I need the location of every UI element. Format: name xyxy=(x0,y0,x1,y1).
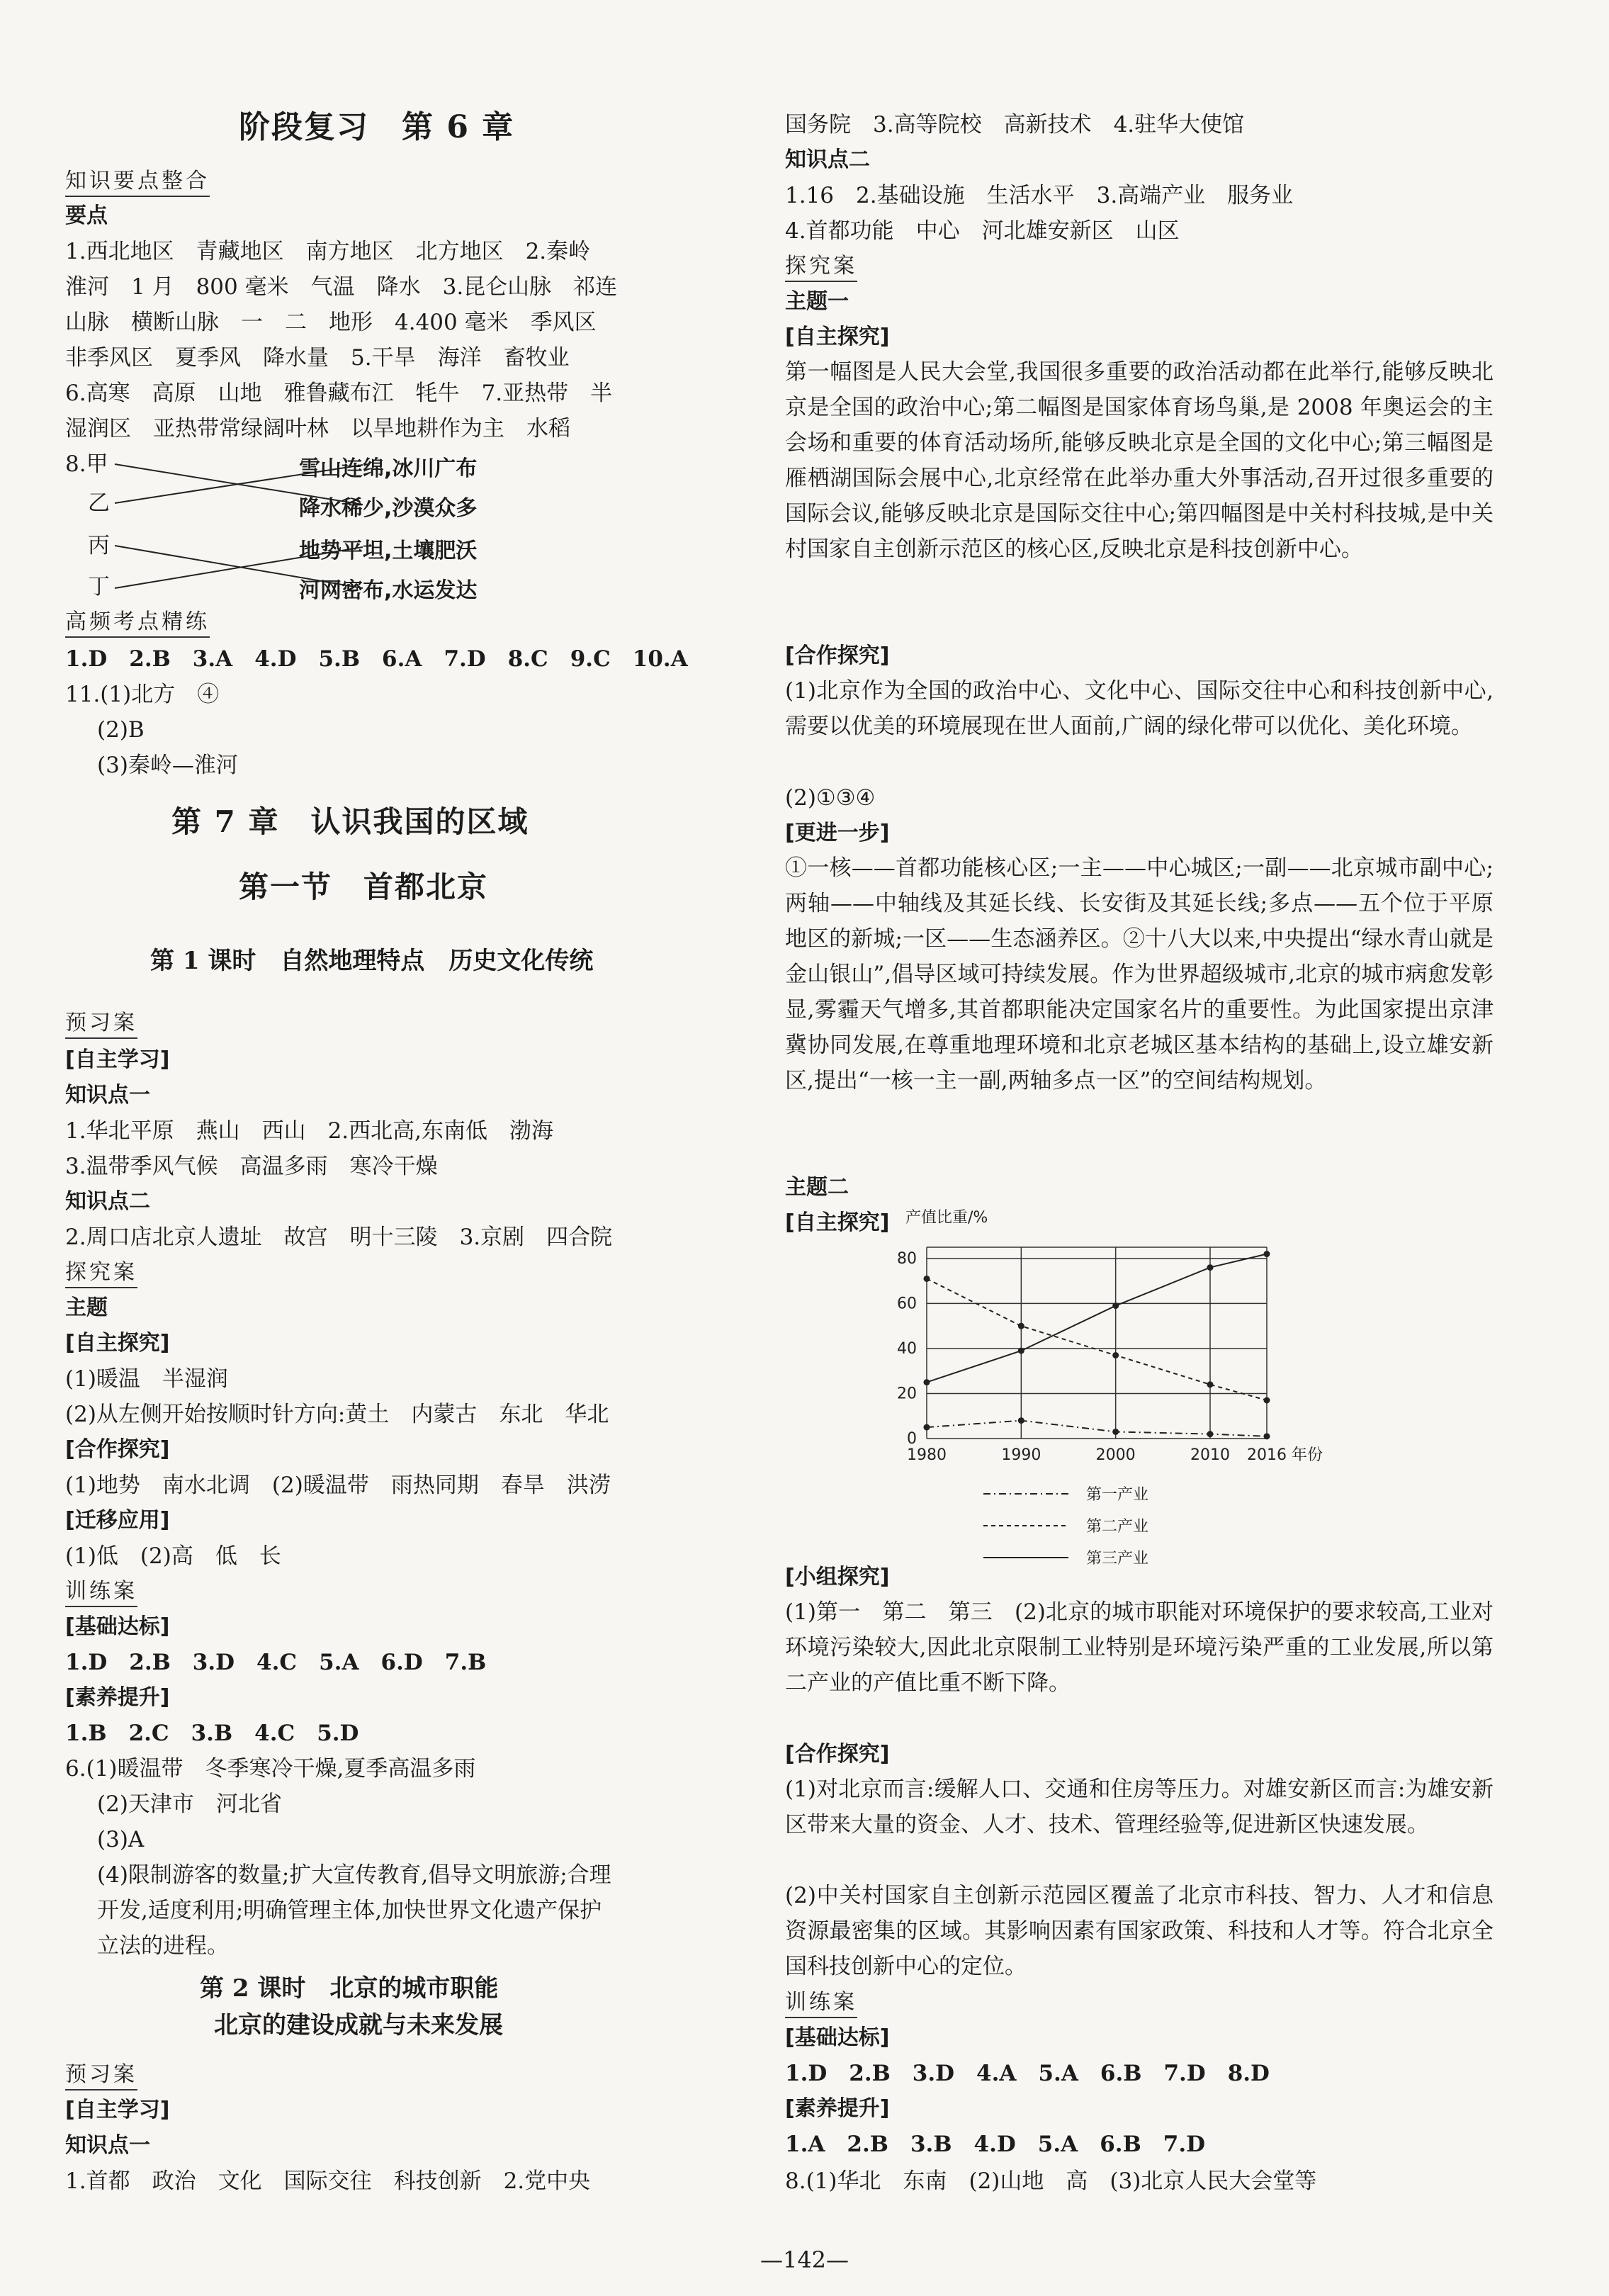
x-tick-label: 2016 年份 xyxy=(1247,1446,1323,1464)
bracket-heading: [自主学习] xyxy=(65,2098,170,2122)
text-line: 2.周口店北京人遗址 故宫 明十三陵 3.京剧 四合院 xyxy=(65,1225,613,1250)
data-point xyxy=(924,1424,930,1431)
data-point xyxy=(1207,1431,1214,1437)
bracket-heading: [素养提升] xyxy=(65,1685,170,1710)
text-line: (2)①③④ xyxy=(785,785,876,811)
text-line: 山脉 横断山脉 一 二 地形 4.400 毫米 季风区 xyxy=(65,310,597,335)
text-line: 6.高寒 高原 山地 雅鲁藏布江 牦牛 7.亚热带 半 xyxy=(65,381,613,406)
section-title: 第一节 首都北京 xyxy=(239,870,489,904)
y-tick-label: 40 xyxy=(897,1339,917,1358)
heading-yaodian: 要点 xyxy=(65,203,108,228)
section-bar-training: 训练案 xyxy=(785,1988,857,2017)
text-line: 6.(1)暖温带 冬季寒冷干燥,夏季高温多雨 xyxy=(65,1756,476,1782)
answer-line: (2)B xyxy=(97,717,145,743)
text-line: 1.西北地区 青藏地区 南方地区 北方地区 2.秦岭 xyxy=(65,239,591,264)
bracket-heading: [合作探究] xyxy=(785,643,890,668)
text-line: 湿润区 亚热带常绿阔叶林 以旱地耕作为主 水稻 xyxy=(65,416,570,441)
paragraph: (2)中关村国家自主创新示范园区覆盖了北京市科技、智力、人才和信息资源最密集的区域。其影响因素有国家政策、科技和人才等。符合北京全国科技创新中心的定位。 xyxy=(785,1883,1494,1979)
section-bar-preview: 预习案 xyxy=(65,2061,137,2089)
bracket-heading: [合作探究] xyxy=(785,1742,890,1767)
text-line: (1)暖温 半湿润 xyxy=(65,1366,228,1392)
data-point xyxy=(1112,1429,1119,1435)
data-point xyxy=(1018,1417,1024,1424)
match-right-item: 雪山连绵,冰川广布 xyxy=(299,456,478,481)
legend-label: 第三产业 xyxy=(1086,1550,1149,1568)
bracket-heading: [自主学习] xyxy=(65,1047,170,1072)
answer-line: 1.B 2.C 3.B 4.C 5.D xyxy=(65,1721,359,1746)
paragraph: (1)第一 第二 第三 (2)北京的城市职能对环境保护的要求较高,工业对环境污染较大,因此北京限制工业特别是环境污染严重的工业发展,所以第二产业的产值比重不断下降。 xyxy=(785,1599,1494,1696)
industry-line-chart xyxy=(870,1209,1451,1568)
data-point xyxy=(924,1276,930,1282)
series-line xyxy=(927,1278,1267,1400)
match-right-item: 降水稀少,沙漠众多 xyxy=(299,496,478,521)
bracket-heading: [素养提升] xyxy=(785,2096,890,2121)
data-point xyxy=(1112,1352,1119,1358)
section-bar-knowledge: 知识要点整合 xyxy=(65,167,210,196)
answer-line: (3)秦岭—淮河 xyxy=(97,753,238,778)
heading-zsd2: 知识点二 xyxy=(65,1189,150,1214)
bracket-heading: [合作探究] xyxy=(65,1437,170,1462)
match-left-item: 丁 xyxy=(88,574,110,600)
x-tick-label: 1990 xyxy=(1001,1446,1041,1464)
bracket-heading: [基础达标] xyxy=(785,2025,890,2050)
bracket-heading: [自主探究] xyxy=(785,1210,890,1235)
section-bar-preview: 预习案 xyxy=(65,1009,137,1037)
text-line: (2)从左侧开始按顺时针方向:黄土 内蒙古 东北 华北 xyxy=(65,1402,609,1427)
text-line: 国务院 3.高等院校 高新技术 4.驻华大使馆 xyxy=(785,112,1245,137)
section-bar-practice: 高频考点精练 xyxy=(65,608,210,636)
text-line: 1.华北平原 燕山 西山 2.西北高,东南低 渤海 xyxy=(65,1118,554,1144)
text-line: 1.首都 政治 文化 国际交往 科技创新 2.党中央 xyxy=(65,2168,591,2194)
legend-label: 第一产业 xyxy=(1086,1486,1149,1504)
page-number: —142— xyxy=(760,2246,849,2273)
bracket-heading: [自主探究] xyxy=(785,325,890,349)
data-point xyxy=(1018,1348,1024,1354)
text-line: 3.温带季风气候 高温多雨 寒冷干燥 xyxy=(65,1154,438,1179)
text-line: 非季风区 夏季风 降水量 5.干旱 海洋 畜牧业 xyxy=(65,345,570,371)
text-line: 立法的进程。 xyxy=(97,1933,229,1959)
y-tick-label: 60 xyxy=(897,1295,917,1313)
lesson-subtitle: 北京的建设成就与未来发展 xyxy=(214,2011,503,2039)
data-point xyxy=(1264,1433,1270,1439)
text-line: 1.16 2.基础设施 生活水平 3.高端产业 服务业 xyxy=(785,183,1294,208)
y-tick-label: 80 xyxy=(897,1249,917,1268)
y-tick-label: 20 xyxy=(897,1385,917,1403)
paragraph: ①一核——首都功能核心区;一主——中心城区;一副——北京城市副中心;两轴——中轴线及其延长线、长安街及其延长线;多点——五个位于平原地区的新城;一区——生态涵养区。②十八大以来,中央提出“绿水青山就是金山银山”,倡导区域可持续发展。作为世界超级城市,北京的城市病愈发彰显,雾霾天气增多,其首都职能决定国家名片的重要性。为此国家提出京津冀协同发展,在尊重地理环境和北京老城区基本结构的基础上,设立雄安新区,提出“一核一主一副,两轴多点一区”的空间结构规划。 xyxy=(785,855,1494,1093)
section-bar-training: 训练案 xyxy=(65,1577,137,1606)
heading-theme: 主题 xyxy=(65,1295,108,1320)
data-point xyxy=(1112,1302,1119,1309)
text-line: 4.首都功能 中心 河北雄安新区 山区 xyxy=(785,218,1180,244)
lesson-title: 第 1 课时 自然地理特点 历史文化传统 xyxy=(150,947,594,975)
match-left-item: 丙 xyxy=(88,533,110,558)
answer-line: 1.D 2.B 3.D 4.C 5.A 6.D 7.B xyxy=(65,1650,487,1675)
heading-theme1: 主题一 xyxy=(785,289,849,314)
series-line xyxy=(927,1254,1267,1383)
text-line: (4)限制游客的数量;扩大宣传教育,倡导文明旅游;合理 xyxy=(97,1862,611,1888)
data-point xyxy=(924,1379,930,1385)
heading-zsd: 知识点二 xyxy=(785,147,870,172)
review-title: 阶段复习 第 6 章 xyxy=(239,109,515,145)
answer-line: 11.(1)北方 ④ xyxy=(65,682,220,707)
x-tick-label: 2000 xyxy=(1095,1446,1136,1464)
data-point xyxy=(1207,1264,1214,1271)
heading-theme2: 主题二 xyxy=(785,1175,849,1200)
x-tick-label: 2010 xyxy=(1190,1446,1230,1464)
match-left-item: 8.甲 xyxy=(65,451,108,477)
bracket-heading: [迁移应用] xyxy=(65,1508,170,1533)
data-point xyxy=(1207,1381,1214,1388)
answer-line: 1.D 2.B 3.D 4.A 5.A 6.B 7.D 8.D xyxy=(785,2061,1270,2086)
heading-zsd1: 知识点一 xyxy=(65,1083,150,1108)
bracket-heading: [更进一步] xyxy=(785,821,890,845)
match-right-item: 河网密布,水运发达 xyxy=(299,578,478,603)
data-point xyxy=(1264,1251,1270,1257)
data-point xyxy=(1264,1397,1270,1404)
match-left-item: 乙 xyxy=(88,490,110,516)
bracket-heading: [基础达标] xyxy=(65,1614,170,1639)
answer-line: 1.D 2.B 3.A 4.D 5.B 6.A 7.D 8.C 9.C 10.A xyxy=(65,646,688,672)
text-line: (3)A xyxy=(97,1827,145,1852)
section-bar-explore: 探究案 xyxy=(785,252,857,281)
text-line: (1)低 (2)高 低 长 xyxy=(65,1543,281,1569)
legend-label: 第二产业 xyxy=(1086,1518,1149,1536)
series-line xyxy=(927,1421,1267,1436)
paragraph: (1)北京作为全国的政治中心、文化中心、国际交往中心和科技创新中心,需要以优美的环境展现在世人面前,广阔的绿化带可以优化、美化环境。 xyxy=(785,678,1494,739)
section-bar-explore: 探究案 xyxy=(65,1259,137,1287)
bracket-heading: [自主探究] xyxy=(65,1331,170,1356)
text-line: 8.(1)华北 东南 (2)山地 高 (3)北京人民大会堂等 xyxy=(785,2168,1317,2194)
x-tick-label: 1980 xyxy=(907,1446,947,1464)
answer-line: 1.A 2.B 3.B 4.D 5.A 6.B 7.D xyxy=(785,2132,1206,2157)
lesson-title: 第 2 课时 北京的城市职能 xyxy=(200,1974,499,2003)
y-axis-label: 产值比重/% xyxy=(905,1209,988,1227)
chapter-title: 第 7 章 认识我国的区域 xyxy=(171,804,529,839)
paragraph: 第一幅图是人民大会堂,我国很多重要的政治活动都在此举行,能够反映北京是全国的政治中心;第二幅图是国家体育场鸟巢,是 2008 年奥运会的主会场和重要的体育活动场所,能够反映北京是全国的文化中心;第三幅图是雁栖湖国际会展中心,北京经常在此举办重大外事活动,召开过很多重要的国际会议,能够反映北京是国际交往中心;第四幅图是中关村科技城,是中关村国家自主创新示范区的核心区,反映北京是科技创新中心。 xyxy=(785,359,1494,562)
match-right-item: 地势平坦,土壤肥沃 xyxy=(299,539,478,563)
text-line: (1)地势 南水北调 (2)暖温带 雨热同期 春旱 洪涝 xyxy=(65,1473,611,1498)
text-line: 开发,适度利用;明确管理主体,加快世界文化遗产保护 xyxy=(97,1898,602,1923)
bracket-heading: [小组探究] xyxy=(785,1565,890,1589)
heading-zsd3: 知识点一 xyxy=(65,2133,150,2158)
y-tick-label: 0 xyxy=(907,1430,917,1448)
text-line: 淮河 1 月 800 毫米 气温 降水 3.昆仑山脉 祁连 xyxy=(65,274,618,300)
paragraph: (1)对北京而言:缓解人口、交通和住房等压力。对雄安新区而言:为雄安新区带来大量的资金、人才、技术、管理经验等,促进新区快速发展。 xyxy=(785,1777,1494,1838)
data-point xyxy=(1018,1323,1024,1329)
text-line: (2)天津市 河北省 xyxy=(97,1791,282,1817)
